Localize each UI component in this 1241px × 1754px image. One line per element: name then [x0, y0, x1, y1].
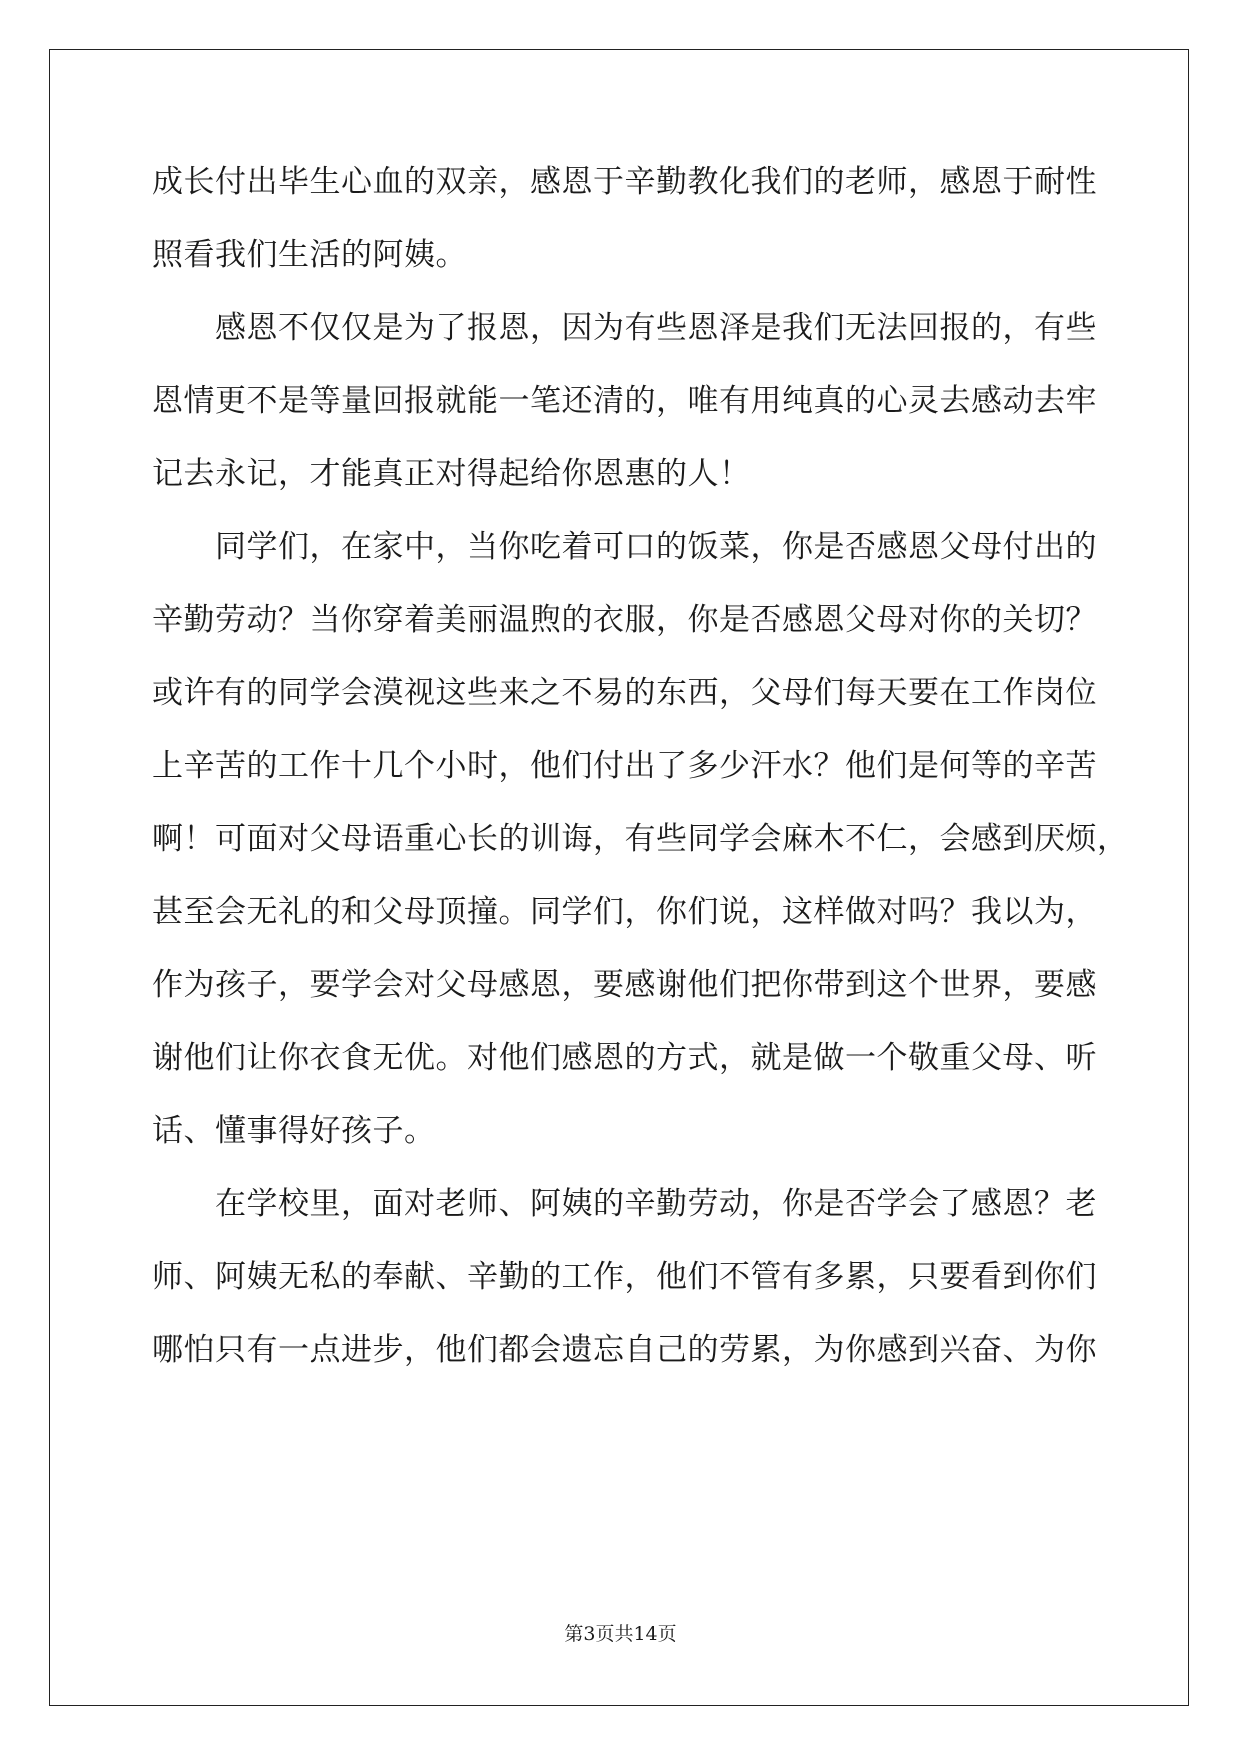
- page-footer: [0, 1622, 1241, 1646]
- current-page-label: 第3页: [564, 1623, 615, 1645]
- text-line: 在学校里，面对老师、阿姨的辛勤劳动，你是否学会了感恩？老: [152, 1186, 1097, 1222]
- text-line: 话、懂事得好孩子。: [152, 1113, 436, 1149]
- text-line: 甚至会无礼的和父母顶撞。同学们，你们说，这样做对吗？我以为，: [152, 894, 1097, 930]
- text-line: 或许有的同学会漠视这些来之不易的东西，父母们每天要在工作岗位: [152, 675, 1097, 711]
- text-line: 照看我们生活的阿姨。: [152, 237, 467, 273]
- text-line: 哪怕只有一点进步，他们都会遗忘自己的劳累，为你感到兴奋、为你: [152, 1332, 1097, 1368]
- text-line: 恩情更不是等量回报就能一笔还清的，唯有用纯真的心灵去感动去牢: [152, 383, 1097, 419]
- text-line: 同学们，在家中，当你吃着可口的饭菜，你是否感恩父母付出的: [152, 529, 1097, 565]
- text-line: 成长付出毕生心血的双亲，感恩于辛勤教化我们的老师，感恩于耐性: [152, 164, 1097, 200]
- text-line: 谢他们让你衣食无优。对他们感恩的方式，就是做一个敬重父母、听: [152, 1040, 1097, 1076]
- text-line: 感恩不仅仅是为了报恩，因为有些恩泽是我们无法回报的，有些: [152, 310, 1097, 346]
- total-pages-label: 共14页: [614, 1623, 677, 1645]
- text-line: 师、阿姨无私的奉献、辛勤的工作，他们不管有多累，只要看到你们: [152, 1259, 1097, 1295]
- text-line: 记去永记，才能真正对得起给你恩惠的人！: [152, 456, 751, 492]
- text-line: 上辛苦的工作十几个小时，他们付出了多少汗水？他们是何等的辛苦: [152, 748, 1097, 784]
- text-line: 辛勤劳动？当你穿着美丽温煦的衣服，你是否感恩父母对你的关切？: [152, 602, 1097, 638]
- text-line: 作为孩子，要学会对父母感恩，要感谢他们把你带到这个世界，要感: [152, 967, 1097, 1003]
- page-border: [49, 49, 1189, 1706]
- text-line: 啊！可面对父母语重心长的训诲，有些同学会麻木不仁，会感到厌烦，: [152, 821, 1129, 857]
